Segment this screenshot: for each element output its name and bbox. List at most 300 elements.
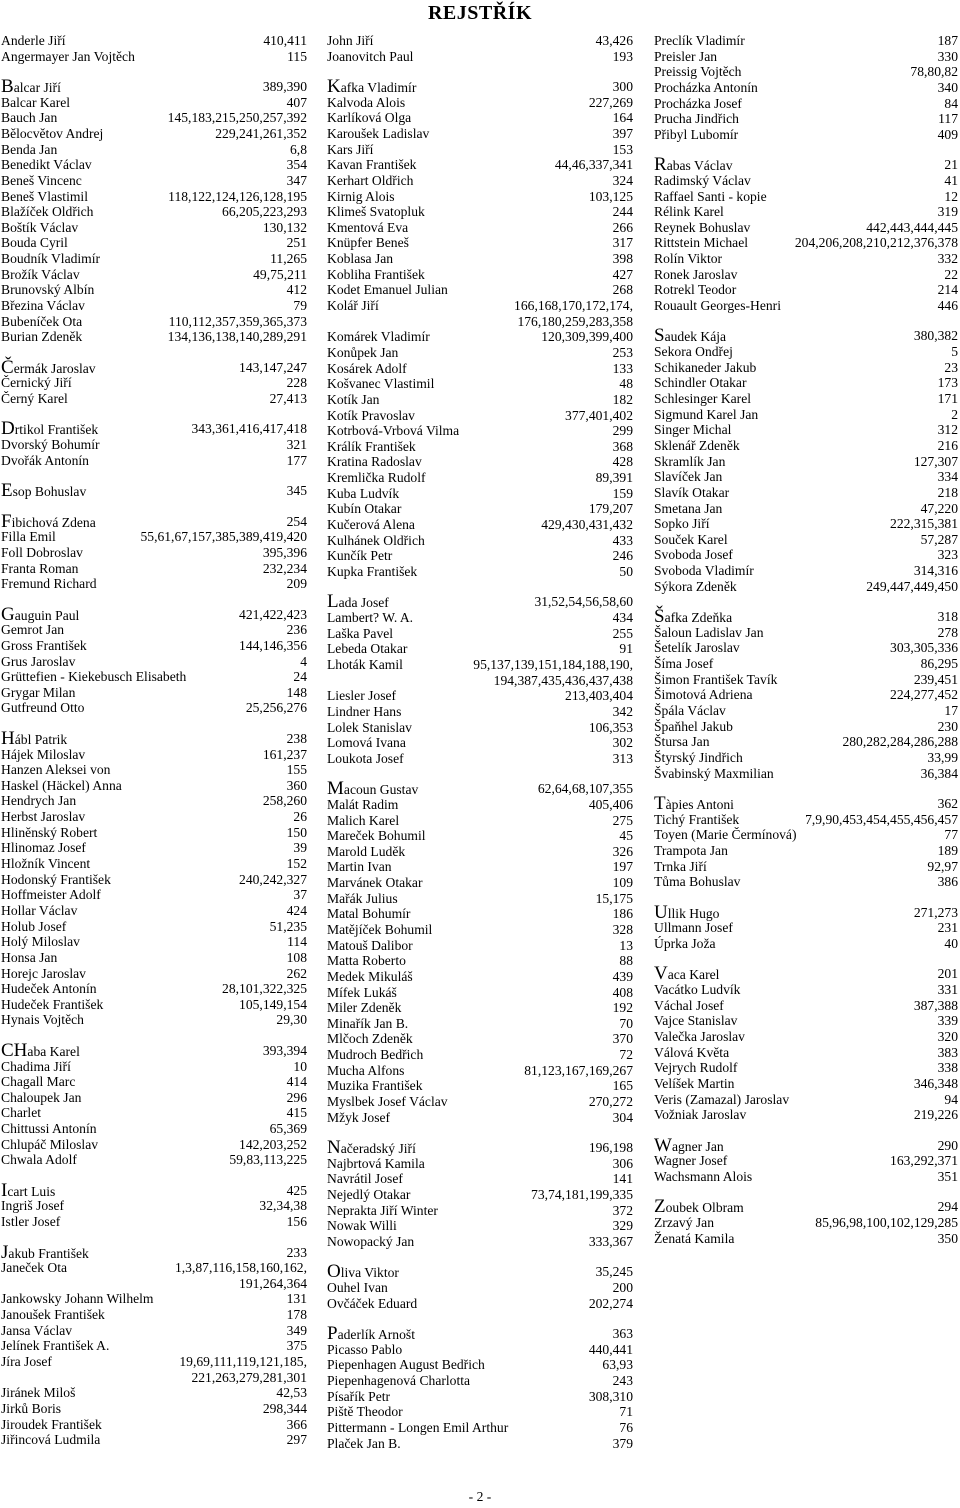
index-entry [1,375,307,391]
entry-pages: 240,242,327 [239,871,307,887]
index-entry [654,703,958,719]
entry-name: Komárek Vladimír [327,329,430,345]
entry-name: Vajce Stanislav [654,1013,738,1029]
entry-pages: 397 [612,126,633,141]
entry-pages: 317 [612,235,633,251]
index-entry [327,439,633,455]
entry-pages: 244 [612,204,633,220]
index-entry [1,561,307,577]
entry-pages: 380,382 [913,328,958,344]
index-entry [1,1432,307,1448]
entry-pages: 421,422,423 [239,606,307,622]
entry-name: Černý Karel [1,391,68,407]
index-entry [654,998,958,1014]
entry-pages: 118,122,124,126,128,195 [168,188,307,204]
entry-name: Králík František [327,438,416,454]
index-entry [654,220,958,236]
entry-pages: 39 [293,840,307,856]
index-entry [1,314,307,330]
entry-name: Šíma Josef [654,656,714,672]
entry-name: Svoboda Vladimír [654,563,754,579]
entry-pages: 345 [286,483,307,499]
entry-pages: 28,101,322,325 [222,981,307,997]
entry-pages: 414 [286,1074,307,1090]
index-entry [654,1092,958,1108]
entry-pages: 45 [619,828,633,844]
index-entry [327,1373,633,1389]
index-entry [327,1031,633,1047]
entry-name: Tůma Bohuslav [654,874,741,890]
entry-name: Kalvoda Alois [327,94,406,110]
index-entry [1,189,307,205]
entry-pages: 66,205,223,293 [222,204,307,220]
index-entry [327,517,633,533]
index-entry [1,49,307,65]
entry-pages: 131 [286,1291,307,1307]
entry-name: Bauch Jan [1,110,58,126]
index-entry [1,235,307,251]
entry-pages: 179,207 [588,501,633,517]
index-entry [1,1291,307,1307]
index-entry [654,1196,958,1218]
entry-pages: 360 [286,777,307,793]
entry-pages: 320 [937,1028,958,1044]
index-entry [327,1218,633,1234]
entry-name: Matta Roberto [327,953,406,969]
entry-pages: 343,361,416,417,418 [191,421,307,437]
entry-pages: 25,256,276 [245,700,307,716]
entry-name: Bubeníček Ota [1,313,83,329]
entry-name: Lebeda Otakar [327,641,408,657]
entry-name: Sýkora Zdeněk [654,578,737,594]
index-entry-continuation [1,1276,307,1292]
entry-name: Knüpfer Beneš [327,235,409,251]
entry-name: Chadima Jiří [1,1058,71,1074]
entry-pages: 262 [286,965,307,981]
entry-pages: 33,99 [927,749,958,765]
index-entry [654,154,958,176]
index-entry [1,126,307,142]
entry-name: Lolek Stanislav [327,719,412,735]
entry-pages: 178 [286,1307,307,1323]
index-entry [327,564,633,580]
index-entry [327,985,633,1001]
entry-name: Trnka Jiří [654,858,707,874]
entry-pages: 428 [612,454,633,470]
entry-pages: 297 [286,1432,307,1448]
index-entry [327,1420,633,1436]
entry-name: Benda Jan [1,141,58,157]
index-entry [1,157,307,173]
entry-name: Prucha Jindřich [654,111,739,127]
entry-pages: 224,277,452 [890,687,958,703]
entry-name: Procházka Antonín [654,79,758,95]
index-entry [1,1074,307,1090]
index-entry [1,76,307,98]
entry-pages: 63,93 [602,1357,633,1373]
entry-name: Klimeš Svatopluk [327,204,425,220]
index-entry [654,282,958,298]
entry-pages: 298,344 [262,1400,307,1416]
entry-name: Ovčáček Eduard [327,1295,418,1311]
entry-pages: 42,53 [276,1385,307,1401]
entry-name: Nowak Willi [327,1218,397,1234]
entry-name: Saudek Kája [654,325,727,347]
entry-name: Hložník Vincent [1,856,91,872]
entry-name: Dvořák Antonín [1,452,89,468]
entry-name: Chagall Marc [1,1074,76,1090]
entry-name: Plaček Jan B. [327,1435,401,1451]
index-entry [1,919,307,935]
index-entry [327,157,633,173]
index-entry [1,251,307,267]
entry-pages: 95,137,139,151,184,188,190, [473,656,633,672]
entry-name: Jirků Boris [1,1400,62,1416]
entry-pages: 332 [937,251,958,267]
entry-name: Loukota Josef [327,750,404,766]
entry-pages: 398 [612,251,633,267]
index-entry [1,142,307,158]
index-entry [327,1357,633,1373]
entry-pages: 24 [293,669,307,685]
index-entry [327,454,633,470]
index-entry [327,1156,633,1172]
index-column-1 [1,33,307,1448]
entry-pages: 328 [612,921,633,937]
index-entry [1,1059,307,1075]
entry-name: Vejrych Rudolf [654,1060,738,1076]
index-entry [327,33,633,49]
entry-name: Balcar Jiří [1,76,61,98]
entry-pages: 306 [612,1155,633,1171]
index-entry [1,1152,307,1168]
entry-name: Joanovitch Paul [327,48,414,64]
entry-pages: 230 [937,718,958,734]
entry-pages: 51,235 [269,918,307,934]
entry-name: Kotík Pravoslav [327,407,415,423]
entry-pages: 346,348 [913,1075,958,1091]
entry-pages: 268 [612,282,633,298]
entry-pages: 62,64,68,107,355 [537,781,633,797]
entry-name: Preclík Vladimír [654,33,745,48]
index-entry [654,1045,958,1061]
entry-pages: 249,447,449,450 [866,578,958,594]
index-entry [654,33,958,49]
entry-pages: 10 [293,1058,307,1074]
index-entry [654,251,958,267]
entry-pages: 409 [937,126,958,142]
index-entry [327,501,633,517]
entry-name: Kerhart Oldřich [327,172,414,188]
entry-name: Medek Mikuláš [327,968,413,984]
entry-name: Rotrekl Teodor [654,282,737,298]
index-entry [327,1016,633,1032]
entry-pages: 150 [286,824,307,840]
entry-pages: 410,411 [263,33,307,48]
index-entry [654,766,958,782]
entry-name: Schikaneder Jakub [654,359,757,375]
entry-name: Hábl Patrik [1,727,68,749]
entry-name: Zoubek Olbram [654,1196,744,1218]
entry-name: Mlčoch Zdeněk [327,1031,413,1047]
index-entry [327,204,633,220]
entry-pages: 1,3,87,116,158,160,162, [174,1260,307,1276]
index-entry [1,437,307,453]
index-entry [327,1171,633,1187]
index-entry [1,981,307,997]
entry-name: Jiránek Miloš [1,1385,76,1401]
entry-pages: 386 [937,874,958,890]
index-entry [327,938,633,954]
index-entry [1,1012,307,1028]
entry-name: Raffael Santi - kopie [654,188,767,204]
index-entry [1,685,307,701]
index-entry [1,669,307,685]
entry-name: Hoffmeister Adolf [1,887,101,903]
entry-pages: 253 [612,344,633,360]
entry-pages: 319 [937,204,958,220]
entry-pages: 37 [293,887,307,903]
index-entry [1,778,307,794]
index-entry [327,220,633,236]
entry-pages: 296 [286,1089,307,1105]
entry-pages: 314,316 [913,563,958,579]
entry-name: Načeradský Jiří [327,1137,416,1159]
index-entry [654,344,958,360]
entry-pages: 79 [293,298,307,314]
index-entry [327,720,633,736]
entry-pages: 333,367 [588,1233,633,1249]
index-entry [1,1090,307,1106]
entry-name: Beneš Vlastimil [1,188,88,204]
index-entry [327,1234,633,1250]
entry-pages: 433 [612,532,633,548]
entry-pages: 294 [937,1199,958,1215]
index-entry [327,1187,633,1203]
index-entry [654,843,958,859]
entry-pages: 405,406 [588,796,633,812]
index-entry [1,1137,307,1153]
entry-pages: 340 [937,79,958,95]
entry-pages: 366 [286,1416,307,1432]
index-entry [327,392,633,408]
entry-pages: 91 [619,641,633,657]
entry-pages: 350 [937,1230,958,1246]
entry-name: Picasso Pablo [327,1341,403,1357]
entry-name: Gemrot Jan [1,622,65,638]
entry-name: Kars Jiří [327,141,374,157]
entry-name: Grygar Milan [1,684,76,700]
entry-name: Hollar Václav [1,902,78,918]
entry-pages: 251 [286,235,307,251]
entry-name: Čermák Jaroslav [1,356,96,378]
entry-pages: 27,413 [269,391,307,407]
entry-pages: 349 [286,1322,307,1338]
index-entry [654,469,958,485]
entry-pages: 115 [287,48,307,64]
entry-pages: 290 [937,1137,958,1153]
entry-name: Jelínek František A. [1,1338,110,1354]
index-entry [327,126,633,142]
entry-pages: 442,443,444,445 [866,219,958,235]
entry-pages: 354 [286,157,307,173]
entry-name: Anderle Jiří [1,33,66,48]
entry-pages: 7,9,90,453,454,455,456,457 [805,811,958,827]
index-entry [654,936,958,952]
index-entry [654,422,958,438]
index-entry [654,1076,958,1092]
entry-name: Paderlík Arnošt [327,1323,415,1345]
index-entry [1,966,307,982]
index-entry [654,1153,958,1169]
entry-pages: 192 [612,1000,633,1016]
entry-pages: 153 [612,141,633,157]
index-entry [654,49,958,65]
entry-name: John Jiří [327,33,374,48]
entry-name: Foll Dobroslav [1,544,83,560]
entry-pages: 321 [286,437,307,453]
index-entry [1,529,307,545]
entry-name: Matal Bohumír [327,906,411,922]
entry-pages: 73,74,181,199,335 [531,1187,633,1203]
entry-name: Kremlička Rudolf [327,470,426,486]
index-entry [654,64,958,80]
entry-name: Janoušek František [1,1307,105,1323]
index-entry [327,251,633,267]
entry-name: Kirnig Alois [327,188,395,204]
entry-name: Oliva Viktor [327,1261,399,1283]
entry-name: Schindler Otakar [654,375,747,391]
index-entry [1,110,307,126]
entry-name: Jiroudek František [1,1416,102,1432]
entry-pages: 17 [944,703,958,719]
entry-name: Jiřincová Ludmila [1,1432,101,1448]
index-entry [654,127,958,143]
index-entry [327,953,633,969]
index-entry [654,407,958,423]
index-entry [1,282,307,298]
index-entry [654,96,958,112]
entry-pages: 142,203,252 [239,1136,307,1152]
entry-pages: 387,388 [913,997,958,1013]
index-entry [1,1260,307,1276]
entry-name: Švabinský Maxmilian [654,765,774,781]
index-entry [1,356,307,378]
entry-name: Hudeček Antonín [1,981,97,997]
entry-name: Preisler Jan [654,48,718,64]
entry-name: Bělocvětov Andrej [1,126,104,141]
entry-name: Ouhel Ivan [327,1280,388,1296]
entry-name: Kmentová Eva [327,219,409,235]
entry-pages: 197 [612,859,633,875]
entry-pages: 114 [287,934,307,950]
entry-pages: 171 [937,391,958,407]
page-number: - 2 - [468,1489,492,1504]
entry-name: Zrzavý Jan [654,1214,715,1230]
index-entry [327,49,633,65]
entry-pages: 89,391 [595,470,633,486]
entry-pages: 278 [937,624,958,640]
index-entry [1,638,307,654]
entry-name: Vacátko Ludvík [654,982,741,998]
entry-pages: 176,180,259,283,358 [517,313,633,329]
entry-pages: 221,263,279,281,301 [191,1369,307,1385]
entry-name: Lomová Ivana [327,735,406,751]
entry-name: Boštík Václav [1,219,79,235]
index-entry [1,391,307,407]
entry-name: Navrátil Josef [327,1171,403,1187]
entry-pages: 49,75,211 [253,266,307,282]
entry-pages: 145,183,215,250,257,392 [167,110,307,126]
index-entry [327,548,633,564]
entry-pages: 299 [612,423,633,439]
index-entry [1,510,307,532]
index-entry [1,418,307,440]
entry-pages: 155 [286,762,307,778]
entry-name: Reynek Bohuslav [654,219,751,235]
entry-name: Ullmann Josef [654,920,733,936]
entry-pages: 5 [951,344,958,360]
entry-name: Kulhánek Oldřich [327,532,425,548]
entry-pages: 130,132 [262,219,307,235]
entry-name: Icart Luis [1,1179,56,1201]
entry-pages: 200 [612,1280,633,1296]
entry-pages: 186 [612,906,633,922]
entry-pages: 159 [612,485,633,501]
entry-name: Muzika František [327,1078,423,1094]
entry-pages: 415 [286,1105,307,1121]
entry-name: CHaba Karel [1,1039,80,1061]
entry-name: Neprakta Jiří Winter [327,1202,438,1218]
entry-pages: 141 [612,1171,633,1187]
entry-pages: 92,97 [927,858,958,874]
entry-name: Mucha Alfons [327,1062,405,1078]
entry-pages: 57,287 [920,531,958,547]
entry-name: Pittermann - Longen Emil Arthur [327,1419,509,1435]
index-entry [654,1215,958,1231]
entry-pages: 258,260 [262,793,307,809]
index-entry [327,591,633,613]
index-entry [1,856,307,872]
entry-pages: 222,315,381 [890,516,958,532]
index-entry [327,906,633,922]
index-entry [654,454,958,470]
entry-pages: 275 [612,812,633,828]
entry-name: Lindner Hans [327,703,402,719]
entry-pages: 270,272 [588,1094,633,1110]
entry-name: Mífek Lukáš [327,984,397,1000]
index-entry [327,1203,633,1219]
index-entry [327,1047,633,1063]
index-entry [327,1296,633,1312]
entry-pages: 271,273 [913,904,958,920]
entry-pages: 216 [937,437,958,453]
entry-pages: 372 [612,1202,633,1218]
entry-name: Jíra Josef [1,1354,52,1370]
index-entry [1,1338,307,1354]
entry-pages: 439 [612,968,633,984]
entry-pages: 213,403,404 [565,688,633,704]
index-entry [327,922,633,938]
entry-pages: 363 [612,1326,633,1342]
entry-pages: 165 [612,1078,633,1094]
entry-name: Mareček Bohumil [327,828,426,844]
entry-name: Janeček Ota [1,1260,68,1276]
entry-pages: 266 [612,219,633,235]
index-entry [327,1389,633,1405]
entry-pages: 304 [612,1109,633,1125]
index-entry [1,545,307,561]
